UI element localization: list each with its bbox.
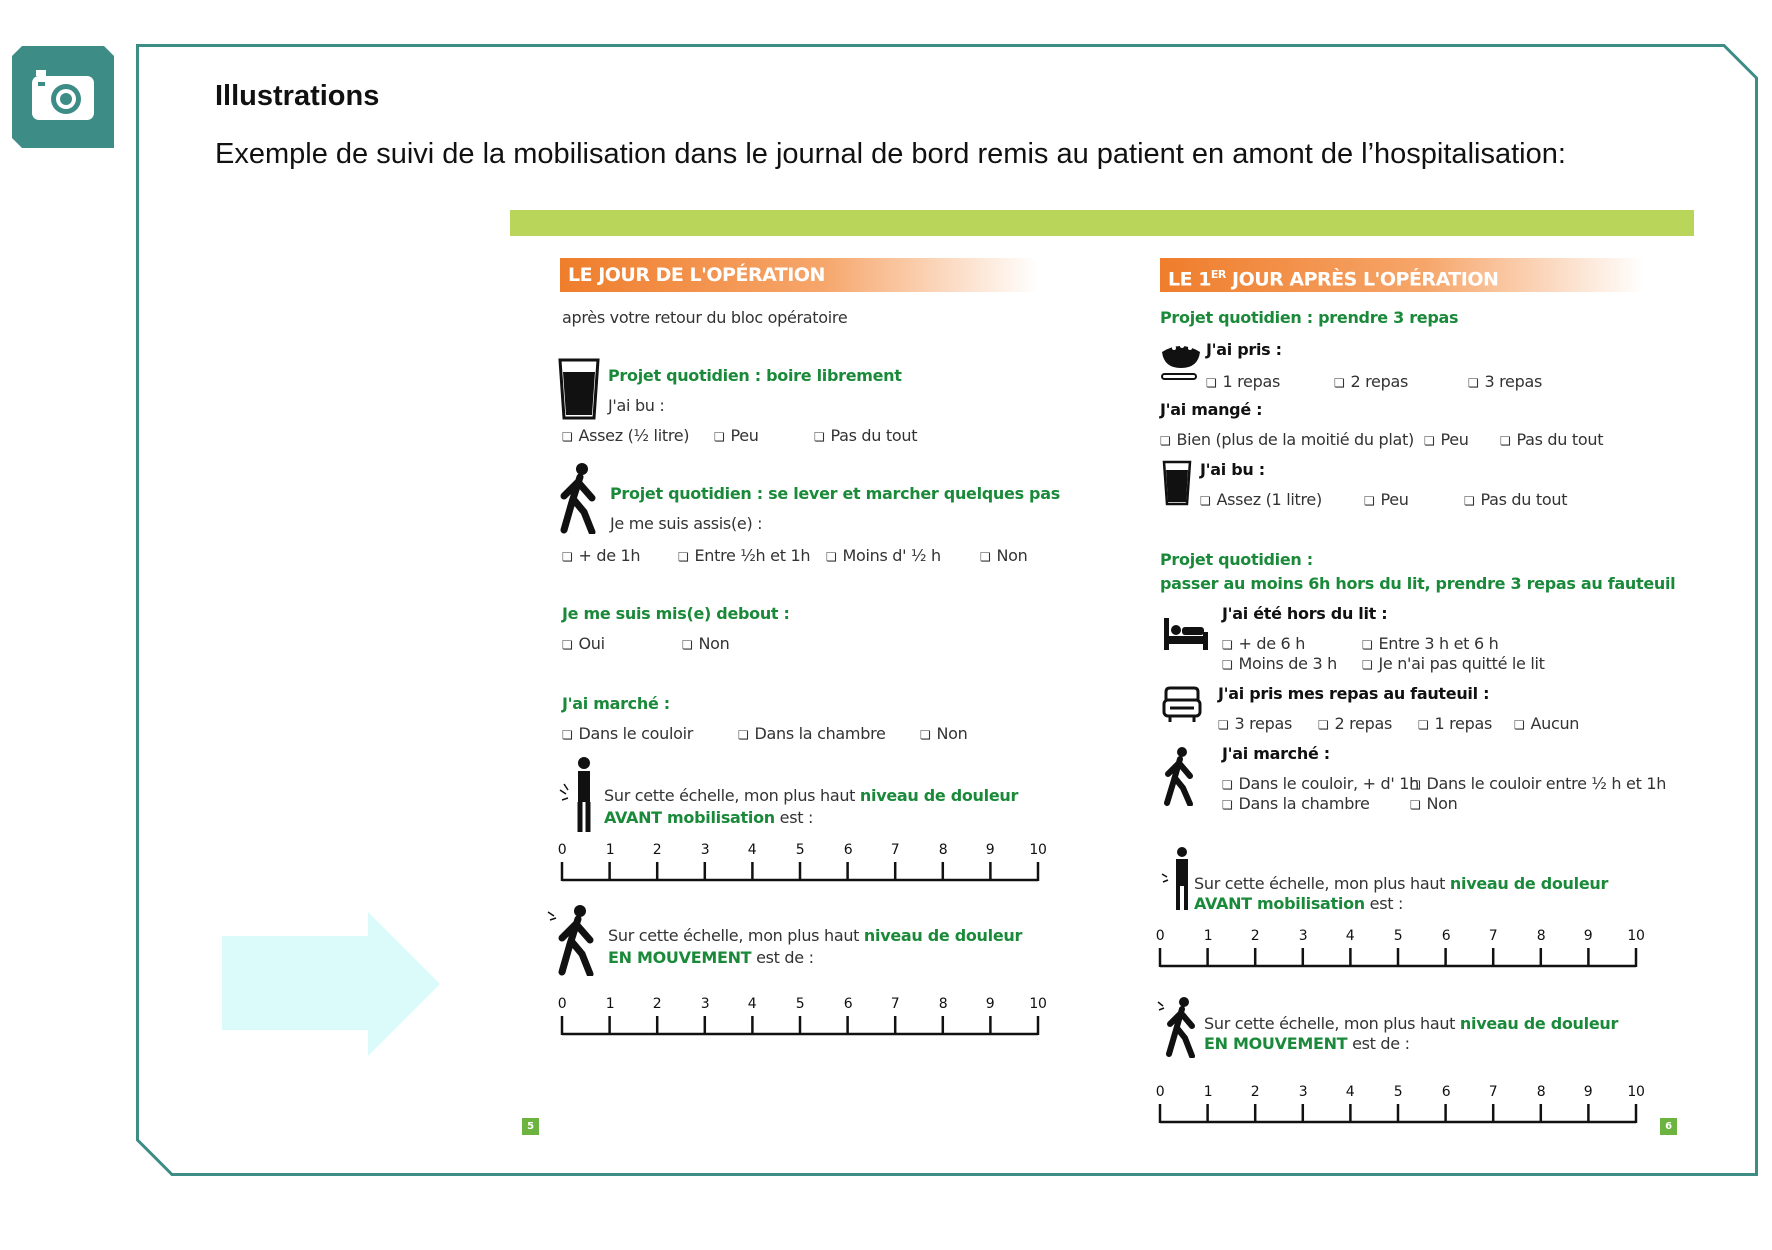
scale-label: 1 (1203, 928, 1213, 944)
checkbox-sat-over-1h[interactable]: ❏ + de 1h (562, 546, 640, 565)
scale-label: 9 (1583, 1084, 1593, 1100)
checkbox-bed-over-6h[interactable]: ❏ + de 6 h (1222, 634, 1305, 653)
page-subtitle: Exemple de suivi de la mobilisation dans le journal de bord remis au patient en amont de l’hospitalisation: (215, 138, 1566, 170)
walking-person-icon (546, 904, 600, 976)
drink-label-day1: J'ai bu : (1200, 460, 1265, 479)
scale-label: 0 (1155, 928, 1165, 944)
checkbox-sat-no[interactable]: ❏ Non (980, 546, 1027, 565)
checkbox-ate-well[interactable]: ❏ Bien (plus de la moitié du plat) (1160, 430, 1414, 449)
checkbox-bed-none[interactable]: ❏ Je n'ai pas quitté le lit (1362, 654, 1545, 673)
pain-moving-line2: EN MOUVEMENT est de : (608, 948, 814, 967)
scale-label: 0 (557, 996, 567, 1012)
scale-label: 4 (747, 996, 757, 1012)
scale-label: 9 (985, 996, 995, 1012)
walked-title: J'ai marché : (562, 694, 670, 713)
arrow-right-icon (222, 912, 440, 1056)
scale-label: 4 (1345, 1084, 1355, 1100)
project2-subtitle: passer au moins 6h hors du lit, prendre 3 repas au fauteuil (1160, 574, 1676, 593)
page-number: 5 (522, 1118, 539, 1135)
scale-label: 1 (605, 996, 615, 1012)
pain-scale-before[interactable] (557, 842, 1047, 882)
checkbox-drink-none[interactable]: ❏ Pas du tout (814, 426, 917, 445)
pain-moving-line1: Sur cette échelle, mon plus haut niveau de douleur (608, 926, 1023, 945)
bed-icon (1162, 616, 1210, 652)
scale-label: 4 (1345, 928, 1355, 944)
pain-moving-line1-day1: Sur cette échelle, mon plus haut niveau de douleur (1204, 1014, 1619, 1033)
checkbox-standing-no[interactable]: ❏ Non (682, 634, 729, 653)
standing-title: Je me suis mis(e) debout : (562, 604, 790, 623)
scale-label: 0 (1155, 1084, 1165, 1100)
scale-ruler (1158, 946, 1638, 970)
walked-label-day1: J'ai marché : (1222, 744, 1330, 763)
scale-label: 3 (700, 842, 710, 858)
walking-person-icon (558, 462, 600, 534)
scale-label: 2 (1250, 1084, 1260, 1100)
checkbox-sat-under-half-h[interactable]: ❏ Moins d' ½ h (826, 546, 941, 565)
scale-label: 5 (795, 996, 805, 1012)
page-number: 6 (1660, 1118, 1677, 1135)
scale-label: 10 (1627, 928, 1645, 944)
page-title: Illustrations (215, 80, 380, 112)
scale-label: 3 (1298, 928, 1308, 944)
scale-label: 7 (1488, 928, 1498, 944)
checkbox-walked-no[interactable]: ❏ Non (920, 724, 967, 743)
scale-label: 8 (1536, 1084, 1546, 1100)
bowl-icon (1160, 338, 1202, 384)
pain-scale-moving[interactable] (557, 996, 1047, 1036)
scale-ruler (1158, 1102, 1638, 1126)
scale-label: 9 (985, 842, 995, 858)
walking-person-icon (1156, 996, 1200, 1058)
checkbox-walked-no-day1[interactable]: ❏ Non (1410, 794, 1457, 813)
checkbox-meals-1[interactable]: ❏ 1 repas (1206, 372, 1280, 391)
checkbox-sat-half-to-1h[interactable]: ❏ Entre ½h et 1h (678, 546, 810, 565)
scale-label: 6 (843, 842, 853, 858)
standing-person-icon (558, 756, 598, 834)
scale-label: 3 (700, 996, 710, 1012)
scale-label: 7 (890, 996, 900, 1012)
armchair-icon (1162, 684, 1202, 724)
glass-icon (558, 358, 600, 420)
scale-label: 2 (652, 842, 662, 858)
scale-label: 0 (557, 842, 567, 858)
checkbox-walked-room[interactable]: ❏ Dans la chambre (738, 724, 886, 743)
checkbox-ate-none[interactable]: ❏ Pas du tout (1500, 430, 1603, 449)
scale-label: 10 (1029, 996, 1047, 1012)
scale-label: 8 (1536, 928, 1546, 944)
scale-label: 6 (1441, 1084, 1451, 1100)
scale-label: 5 (1393, 928, 1403, 944)
project2-title: Projet quotidien : (1160, 550, 1313, 569)
section-heading-operation-day: LE JOUR DE L'OPÉRATION (560, 258, 1038, 292)
scale-label: 4 (747, 842, 757, 858)
scale-label: 2 (1250, 928, 1260, 944)
checkbox-armchair-3[interactable]: ❏ 3 repas (1218, 714, 1292, 733)
scale-label: 7 (1488, 1084, 1498, 1100)
checkbox-armchair-2[interactable]: ❏ 2 repas (1318, 714, 1392, 733)
checkbox-bed-3-6h[interactable]: ❏ Entre 3 h et 6 h (1362, 634, 1498, 653)
checkbox-drink-enough[interactable]: ❏ Assez (½ litre) (562, 426, 689, 445)
scale-label: 3 (1298, 1084, 1308, 1100)
walk-project-title: Projet quotidien : se lever et marcher quelques pas (610, 484, 1060, 503)
checkbox-walked-corridor[interactable]: ❏ Dans le couloir (562, 724, 693, 743)
checkbox-standing-yes[interactable]: ❏ Oui (562, 634, 605, 653)
meals-label: J'ai pris : (1206, 340, 1282, 359)
pain-scale-before-day1[interactable] (1155, 928, 1645, 968)
green-banner (510, 210, 1694, 236)
meals-project-title: Projet quotidien : prendre 3 repas (1160, 308, 1459, 327)
ate-label: J'ai mangé : (1160, 400, 1263, 419)
pain-scale-moving-day1[interactable] (1155, 1084, 1645, 1124)
scale-label: 9 (1583, 928, 1593, 944)
scale-label: 2 (652, 996, 662, 1012)
checkbox-drink-none-day1[interactable]: ❏ Pas du tout (1464, 490, 1567, 509)
checkbox-armchair-1[interactable]: ❏ 1 repas (1418, 714, 1492, 733)
scale-label: 1 (605, 842, 615, 858)
checkbox-ate-little[interactable]: ❏ Peu (1424, 430, 1469, 449)
scale-label: 5 (795, 842, 805, 858)
scale-label: 1 (1203, 1084, 1213, 1100)
checkbox-walked-room-day1[interactable]: ❏ Dans la chambre (1222, 794, 1370, 813)
checkbox-drink-little-day1[interactable]: ❏ Peu (1364, 490, 1409, 509)
intro-text: après votre retour du bloc opératoire (562, 308, 848, 327)
scale-label: 10 (1627, 1084, 1645, 1100)
camera-icon (12, 46, 114, 148)
walking-person-icon (1162, 746, 1196, 806)
pain-moving-line2-day1: EN MOUVEMENT est de : (1204, 1034, 1410, 1053)
drink-label: J'ai bu : (608, 396, 665, 415)
standing-person-icon (1160, 846, 1194, 912)
scale-label: 7 (890, 842, 900, 858)
checkbox-armchair-none[interactable]: ❏ Aucun (1514, 714, 1579, 733)
section-heading-first-day: LE 1ER JOUR APRÈS L'OPÉRATION (1160, 258, 1644, 292)
scale-label: 8 (938, 996, 948, 1012)
scale-label: 8 (938, 842, 948, 858)
pain-before-line1-day1: Sur cette échelle, mon plus haut niveau de douleur (1194, 874, 1609, 893)
glass-icon (1162, 460, 1192, 506)
checkbox-drink-enough-day1[interactable]: ❏ Assez (1 litre) (1200, 490, 1322, 509)
checkbox-drink-little[interactable]: ❏ Peu (714, 426, 759, 445)
scale-label: 6 (843, 996, 853, 1012)
pain-before-line1: Sur cette échelle, mon plus haut niveau de douleur (604, 786, 1019, 805)
sat-label: Je me suis assis(e) : (610, 514, 763, 533)
scale-label: 10 (1029, 842, 1047, 858)
checkbox-bed-under-3h[interactable]: ❏ Moins de 3 h (1222, 654, 1337, 673)
out-of-bed-label: J'ai été hors du lit : (1222, 604, 1388, 623)
scale-ruler (560, 1014, 1040, 1038)
checkbox-walked-corridor-half[interactable]: ❏ Dans le couloir entre ½ h et 1h (1410, 774, 1666, 793)
scale-label: 5 (1393, 1084, 1403, 1100)
checkbox-walked-corridor-1h[interactable]: ❏ Dans le couloir, + d' 1h (1222, 774, 1419, 793)
checkbox-meals-2[interactable]: ❏ 2 repas (1334, 372, 1408, 391)
checkbox-meals-3[interactable]: ❏ 3 repas (1468, 372, 1542, 391)
scale-label: 6 (1441, 928, 1451, 944)
pain-before-line2: AVANT mobilisation est : (604, 808, 814, 827)
scale-ruler (560, 860, 1040, 884)
pain-before-line2-day1: AVANT mobilisation est : (1194, 894, 1404, 913)
drink-project-title: Projet quotidien : boire librement (608, 366, 902, 385)
armchair-label: J'ai pris mes repas au fauteuil : (1218, 684, 1490, 703)
